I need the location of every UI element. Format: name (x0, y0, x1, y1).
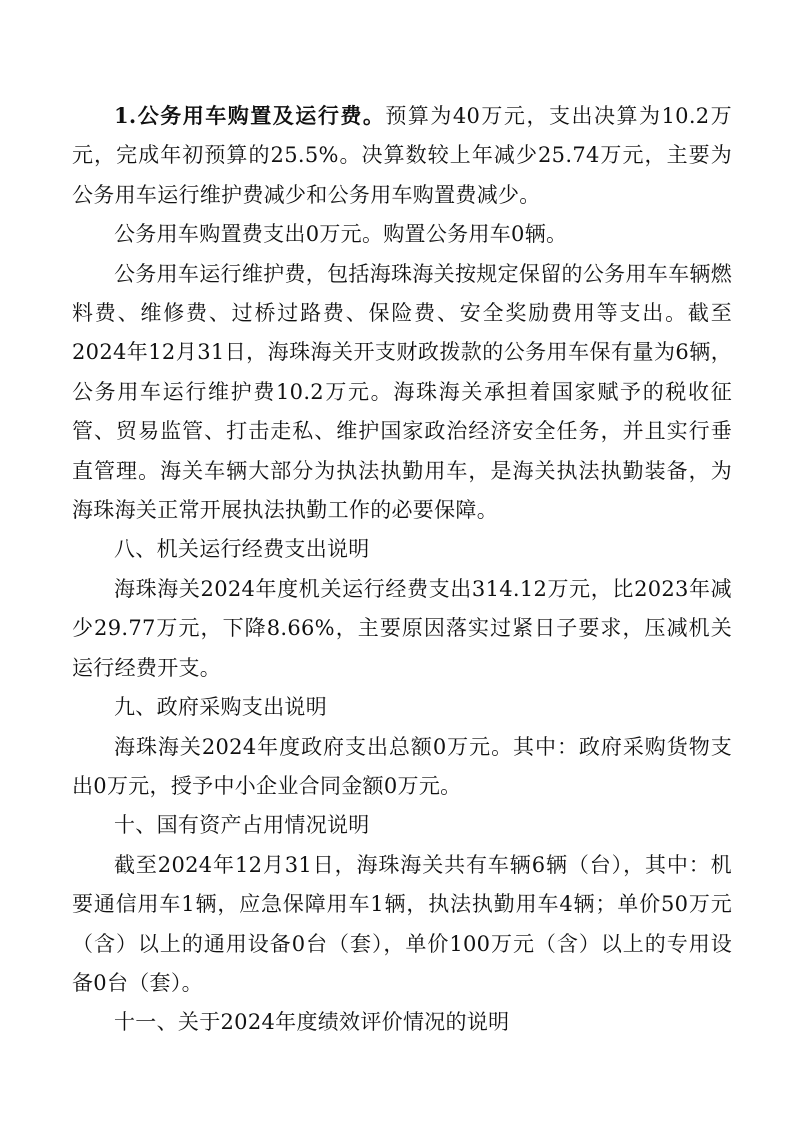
vehicle-cost-lead: 1.公务用车购置及运行费。 (114, 103, 386, 128)
section-8-paragraph: 海珠海关2024年度机关运行经费支出314.12万元，比2023年减少29.77万元，下降8.66%，主要原因落实过紧日子要求，压减机关运行经费开支。 (72, 576, 732, 680)
section-8-heading: 八、机关运行经费支出说明 (114, 537, 370, 562)
vehicle-cost-paragraph (72, 96, 732, 215)
section-10-paragraph: 截至2024年12月31日，海珠海关共有车辆6辆（台），其中：机要通信用车1辆，应急保障用车1辆，执法执勤用车4辆；单价50万元（含）以上的通用设备0台（套），单价100万元（含）以上的专用设备0台（套）。 (72, 852, 732, 995)
vehicle-cost-text: 预算为40万元，支出决算为10.2万元，完成年初预算的25.5%。决算数较上年减少25.74万元，主要为公务用车运行维护费减少和公务用车购置费减少。 (72, 104, 732, 207)
section-11-heading: 十一、关于2024年度绩效评价情况的说明 (114, 1010, 510, 1035)
section-10-heading: 十、国有资产占用情况说明 (114, 813, 370, 838)
document-page (72, 96, 732, 1043)
section-9-heading: 九、政府采购支出说明 (114, 695, 327, 720)
vehicle-operation-paragraph: 公务用车运行维护费，包括海珠海关按规定保留的公务用车车辆燃料费、维修费、过桥过路费、保险费、安全奖励费用等支出。截至2024年12月31日，海珠海关开支财政拨款的公务用车保有量为6辆，公务用车运行维护费10.2万元。海珠海关承担着国家赋予的税收征管、贸易监管、打击走私、维护国家政治经济安全任务，并且实行垂直管理。海关车辆大部分为执法执勤用车，是海关执法执勤装备，为海珠海关正常开展执法执勤工作的必要保障。 (72, 261, 732, 523)
section-9-paragraph: 海珠海关2024年度政府支出总额0万元。其中：政府采购货物支出0万元，授予中小企业合同金额0万元。 (72, 734, 732, 798)
vehicle-purchase-paragraph: 公务用车购置费支出0万元。购置公务用车0辆。 (114, 222, 568, 247)
